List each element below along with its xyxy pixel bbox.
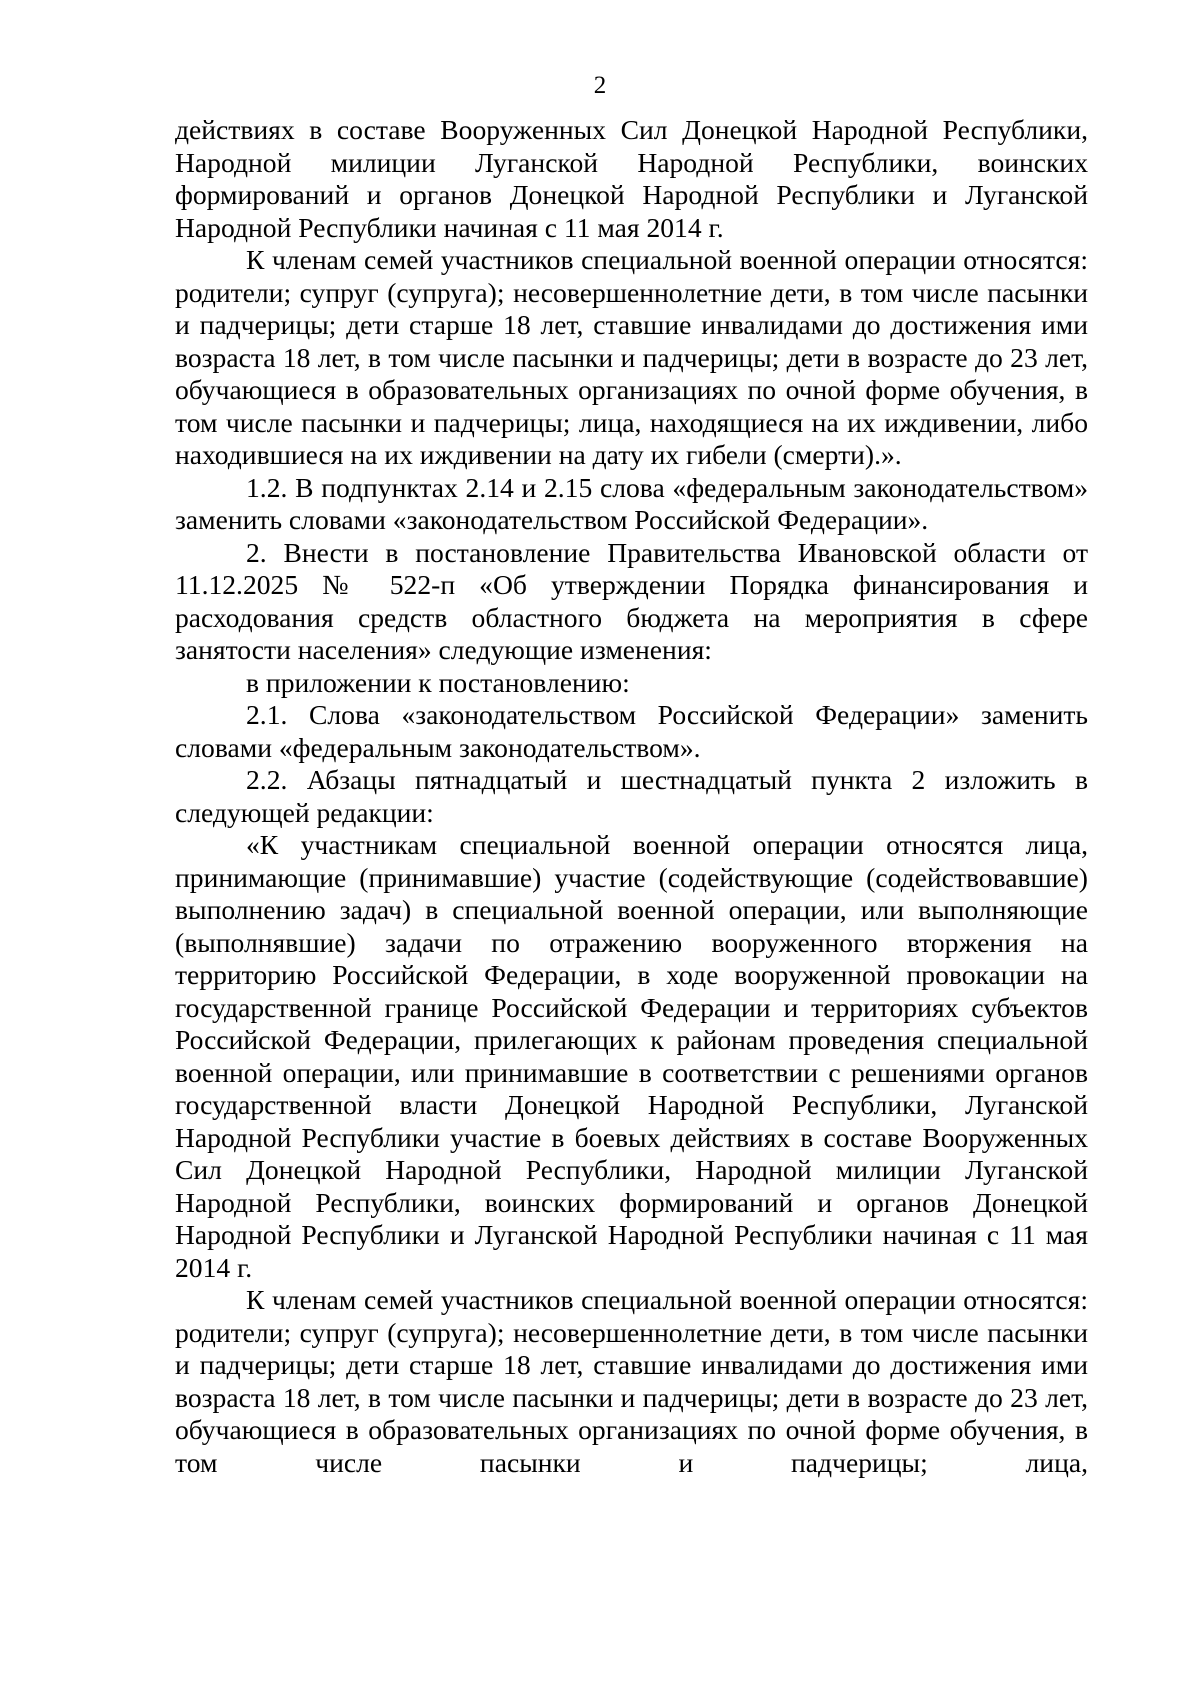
paragraph-annex-intro: в приложении к постановлению: [246, 666, 630, 698]
paragraph-item-2-1: 2.1. Слова «законодательством Российской Федерации» заменить словами «федеральным законодательством». [175, 699, 1088, 763]
paragraph-item-2: 2. Внести в постановление Правительства Ивановской области от 11.12.2025 № 522-п «Об утверждении Порядка финансирования и расходования средств областного бюджета на мероприятия в сфере занятости населения» следующие изменения: [175, 536, 1088, 665]
paragraph-family-members-repeat: К членам семей участников специальной военной операции относятся: родители; супруг (супруга); несовершеннолетние дети, в том числе пасынки и падчерицы; дети старше 18 лет, ставшие инвалидами до достижения ими возраста 18 лет, в том числе пасынки и падчерицы; дети в возрасте до 23 лет, обучающиеся в образовательных организациях по очной форме обучения, в том числе пасынки и падчерицы; лица, [175, 1284, 1088, 1478]
paragraph-family-members: К членам семей участников специальной военной операции относятся: родители; супруг (супруга); несовершеннолетние дети, в том числе пасынки и падчерицы; дети старше 18 лет, ставшие инвалидами до достижения ими возраста 18 лет, в том числе пасынки и падчерицы; дети в возрасте до 23 лет, обучающиеся в образовательных организациях по очной форме обучения, в том числе пасынки и падчерицы; лица, находящиеся на их иждивении, либо находившиеся на их иждивении на дату их гибели (смерти).». [175, 244, 1088, 470]
paragraph-continuation: действиях в составе Вооруженных Сил Донецкой Народной Республики, Народной милиции Луганской Народной Республики, воинских формирований и органов Донецкой Народной Республики и Луганской Народной Республики начиная с 11 мая 2014 г. [175, 114, 1088, 243]
document-body [175, 114, 1088, 1479]
paragraph-item-2-2: 2.2. Абзацы пятнадцатый и шестнадцатый пункта 2 изложить в следующей редакции: [175, 764, 1088, 828]
page-number: 2 [593, 72, 607, 99]
paragraph-svo-participants: «К участникам специальной военной операции относятся лица, принимающие (принимавшие) участие (содействующие (содействовавшие) выполнению задач) в специальной военной операции, или выполняющие (выполнявшие) задачи по отражению вооруженного вторжения на территорию Российской Федерации, в ходе вооруженной провокации на государственной границе Российской Федерации и территориях субъектов Российской Федерации, прилегающих к районам проведения специальной военной операции, или принимавшие в соответствии с решениями органов государственной власти Донецкой Народной Республики, Луганской Народной Республики участие в боевых действиях в составе Вооруженных Сил Донецкой Народной Республики, Народной милиции Луганской Народной Республики, воинских формирований и органов Донецкой Народной Республики и Луганской Народной Республики начиная с 11 мая 2014 г. [175, 829, 1088, 1283]
paragraph-item-1-2: 1.2. В подпунктах 2.14 и 2.15 слова «федеральным законодательством» заменить словами «законодательством Российской Федерации». [175, 471, 1088, 535]
